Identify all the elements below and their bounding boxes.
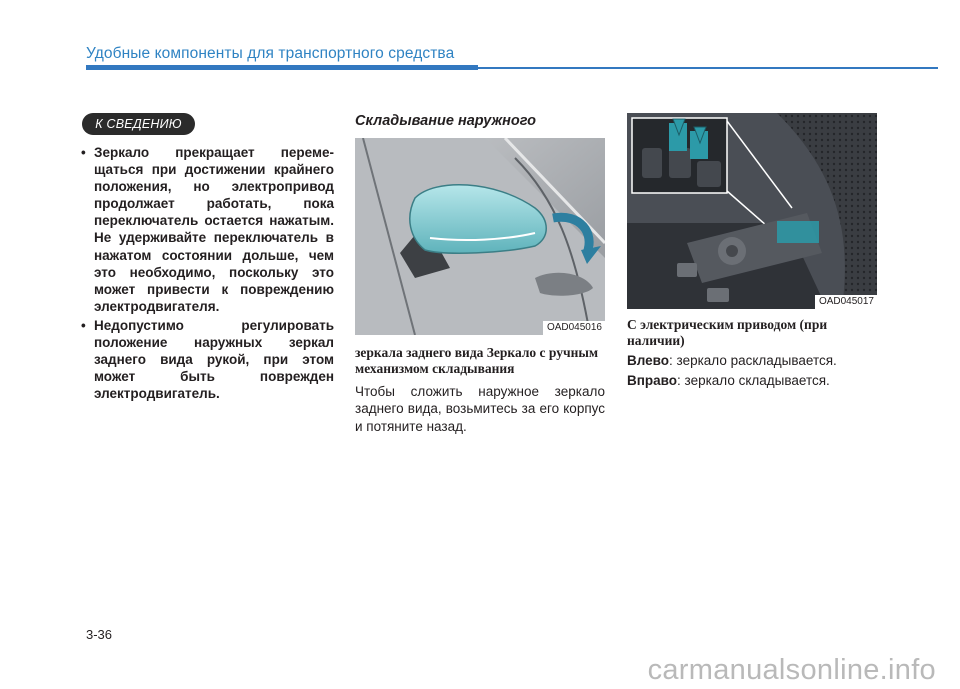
switch-illustration bbox=[627, 113, 877, 309]
manual-mirror-heading: зеркала заднего вида Зеркало с ручным механизмом складывания bbox=[355, 345, 599, 376]
right-text: : зеркало складывается. bbox=[677, 373, 830, 388]
left-instruction bbox=[627, 352, 879, 369]
header-rule-thin bbox=[478, 67, 938, 69]
left-label: Влево bbox=[627, 353, 670, 368]
caution-item bbox=[80, 317, 334, 402]
header-rule-thick bbox=[86, 65, 478, 70]
bullet-dot: • bbox=[81, 317, 86, 333]
caution-item bbox=[80, 144, 334, 315]
folding-heading: Складывание наружного bbox=[355, 113, 537, 129]
caution-list bbox=[80, 144, 334, 404]
caution-item-text: Зеркало прекращает переме- щаться при достижении крайнего положения, но электропривод продолжает работать, пока переключатель остается нажатым. Не удерживайте переключатель в нажатом состоянии дольше, чем это необходимо, поскольку это может привести к повреждению электродвигателя. bbox=[94, 145, 334, 314]
caution-badge: К СВЕДЕНИЮ bbox=[82, 113, 195, 135]
page-number: 3-36 bbox=[86, 627, 113, 642]
mirror-drawing bbox=[355, 138, 605, 335]
manual-mirror-text: Чтобы сложить наружное зеркало заднего вида, возьмитесь за его корпус и потяните назад. bbox=[355, 384, 605, 434]
watermark: carmanualsonline.info bbox=[647, 654, 936, 686]
bullet-dot: • bbox=[81, 145, 86, 160]
figure-code: OAD045017 bbox=[815, 295, 877, 309]
electric-mirror-heading: С электрическим приводом (при наличии) bbox=[627, 317, 828, 348]
door-switch-drawing bbox=[627, 113, 877, 309]
caution-item-text: Недопустимо регулировать положение наружных зеркал заднего вида рукой, при этом может быть поврежден электродвигатель. bbox=[94, 317, 334, 402]
right-instruction bbox=[627, 372, 879, 389]
mirror-illustration bbox=[355, 138, 605, 335]
figure-code: OAD045016 bbox=[543, 321, 605, 335]
left-text: : зеркало раскладывается. bbox=[669, 353, 837, 368]
right-label: Вправо bbox=[627, 373, 678, 388]
section-title: Удобные компоненты для транспортного средства bbox=[86, 45, 455, 62]
electric-mirror-text bbox=[627, 352, 879, 392]
